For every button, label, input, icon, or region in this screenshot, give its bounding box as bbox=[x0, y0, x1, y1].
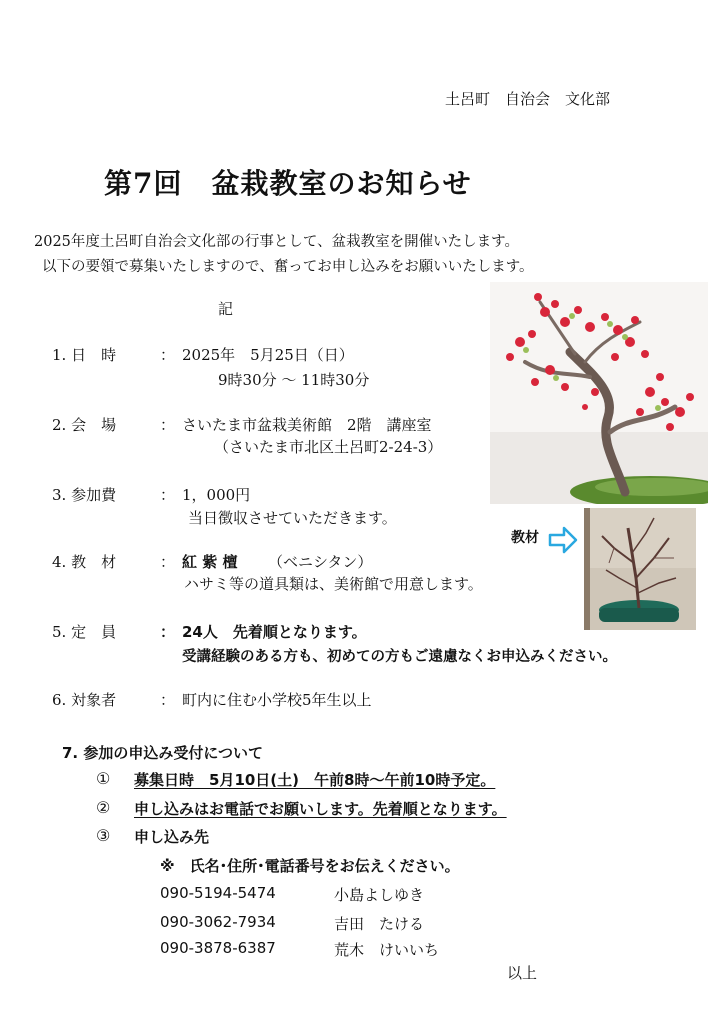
point-3-num: ③ bbox=[96, 826, 111, 845]
intro-line-2: 以下の要領で募集いたしますので、奮ってお申し込みをお願いいたします。 bbox=[42, 259, 534, 275]
bonsai-material-photo bbox=[584, 508, 696, 630]
item-venue-label: 2. 会 場 bbox=[52, 416, 117, 434]
item-date-label: 1. 日 時 bbox=[52, 346, 117, 364]
item-venue-value: さいたま市盆栽美術館 2階 講座室 bbox=[182, 416, 432, 434]
item-material-colon: ： bbox=[160, 553, 176, 571]
item-date-value: 2025年 5月25日（日） bbox=[182, 346, 354, 364]
contact-note: ※ 氏名･住所･電話番号をお伝えください。 bbox=[160, 857, 460, 875]
item-target-label: 6. 対象者 bbox=[52, 691, 117, 709]
item-material-kana: （ベニシタン） bbox=[268, 553, 373, 571]
item-capacity-value: 24人 先着順となります。 bbox=[182, 623, 367, 641]
item-fee-value: 1，000円 bbox=[182, 486, 251, 504]
item-date-colon: ： bbox=[160, 346, 176, 364]
item-target-value: 町内に住む小学校5年生以上 bbox=[182, 691, 372, 709]
point-2-num: ② bbox=[96, 798, 111, 817]
contact-name-3: 荒木 けいいち bbox=[334, 941, 440, 959]
section7-heading: 7. 参加の申込み受付について bbox=[62, 744, 264, 762]
point-3-text: 申し込み先 bbox=[134, 828, 210, 846]
item-material-label: 4. 教 材 bbox=[52, 553, 117, 571]
item-venue-colon: ： bbox=[160, 416, 176, 434]
point-2-text: 申し込みはお電話でお願いします。先着順となります。 bbox=[134, 800, 507, 818]
item-venue-address: （さいたま市北区土呂町2-24-3） bbox=[214, 438, 443, 456]
intro-line-1: 2025年度土呂町自治会文化部の行事として、盆栽教室を開催いたします。 bbox=[34, 234, 519, 250]
organizer: 土呂町 自治会 文化部 bbox=[445, 90, 611, 108]
point-1-text: 募集日時 5月10日(土) 午前8時〜午前10時予定。 bbox=[134, 771, 496, 789]
contact-name-2: 吉田 たける bbox=[334, 915, 425, 933]
contact-phone-1: 090-5194-5474 bbox=[160, 884, 276, 902]
item-target-colon: ： bbox=[160, 691, 176, 709]
item-capacity-note: 受講経験のある方も、初めての方もご遠慮なくお申込みください。 bbox=[182, 649, 617, 665]
bonsai-flowering-photo bbox=[490, 282, 708, 504]
contact-phone-3: 090-3878-6387 bbox=[160, 939, 276, 957]
material-caption: 教材 bbox=[511, 530, 539, 546]
item-capacity-colon: ： bbox=[160, 623, 176, 641]
point-1-num: ① bbox=[96, 769, 111, 788]
contact-name-1: 小島よしゆき bbox=[334, 886, 425, 904]
item-fee-colon: ： bbox=[160, 486, 176, 504]
arrow-right-icon bbox=[548, 526, 578, 554]
item-date-time: 9時30分 〜 11時30分 bbox=[218, 371, 370, 389]
item-material-note: ハサミ等の道具類は、美術館で用意します。 bbox=[184, 575, 483, 593]
item-material-value: 紅 紫 檀 bbox=[182, 553, 238, 571]
page-title: 第7回 盆栽教室のお知らせ bbox=[104, 167, 472, 200]
closing-mark: 以上 bbox=[507, 964, 538, 982]
item-capacity-label: 5. 定 員 bbox=[52, 623, 117, 641]
ki-heading: 記 bbox=[218, 300, 234, 318]
item-fee-label: 3. 参加費 bbox=[52, 486, 117, 504]
contact-phone-2: 090-3062-7934 bbox=[160, 913, 276, 931]
item-fee-note: 当日徴収させていただきます。 bbox=[188, 509, 397, 527]
